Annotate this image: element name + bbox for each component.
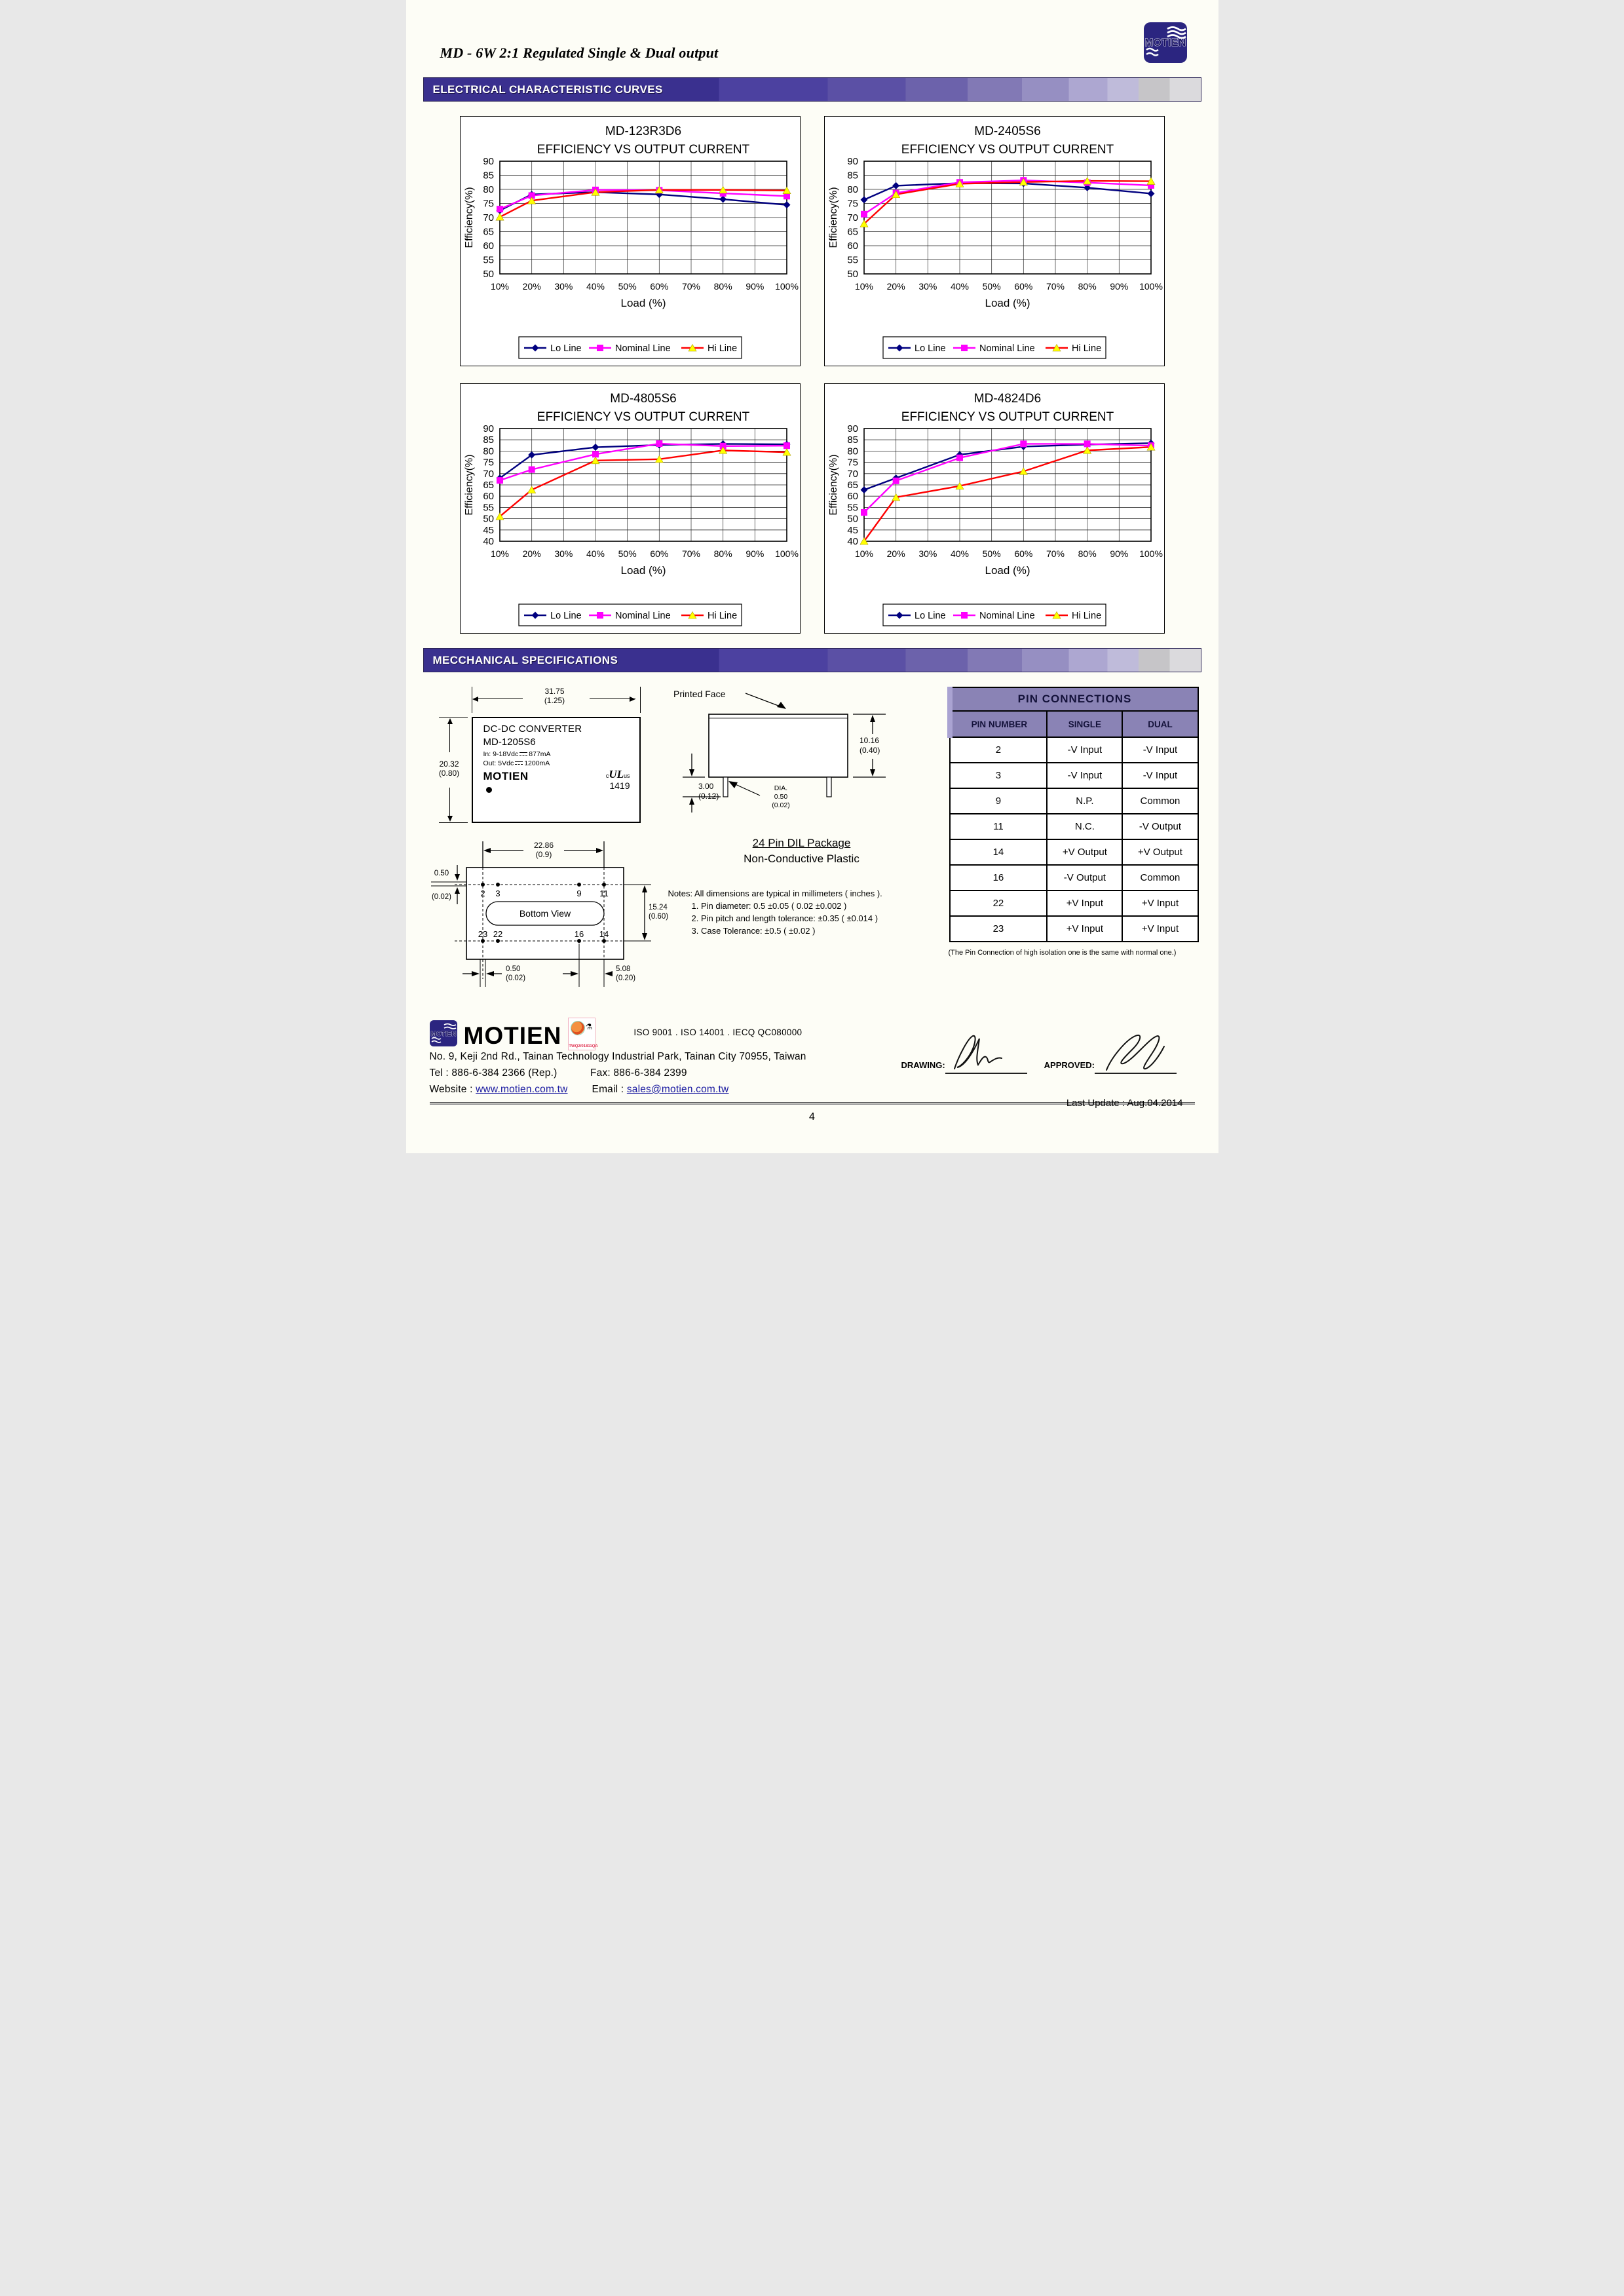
pin1-indicator-dot	[486, 787, 492, 793]
svg-text:55: 55	[482, 502, 494, 514]
section-title: MECCHANICAL SPECIFICATIONS	[432, 653, 618, 666]
chart-md-4824d6	[824, 383, 1165, 634]
svg-text:Bottom View: Bottom View	[519, 908, 571, 919]
pin-table-title: PIN CONNECTIONS	[950, 687, 1198, 711]
package-type	[668, 837, 935, 866]
svg-text:0.50: 0.50	[774, 793, 787, 801]
pin-connections-table	[947, 687, 1199, 942]
svg-text:85: 85	[846, 434, 858, 446]
svg-text:45: 45	[846, 524, 858, 536]
ul-code: 1419	[609, 780, 630, 791]
svg-text:80%: 80%	[1078, 281, 1097, 292]
svg-text:EFFICIENCY VS OUTPUT CURRENT: EFFICIENCY VS OUTPUT CURRENT	[901, 410, 1114, 424]
svg-text:(0.9): (0.9)	[535, 850, 552, 859]
svg-text:3.00: 3.00	[698, 782, 713, 791]
dc-symbol	[519, 752, 527, 756]
svg-text:Load (%): Load (%)	[620, 564, 666, 577]
page-title: MD - 6W 2:1 Regulated Single & Dual output	[440, 45, 719, 61]
cert-code: TWQ2/01811QA	[569, 1044, 598, 1048]
svg-text:100%: 100%	[774, 281, 799, 292]
svg-text:40: 40	[482, 536, 494, 547]
chart-md-2405s6	[824, 116, 1165, 366]
svg-text:20%: 20%	[522, 281, 541, 292]
svg-text:20%: 20%	[886, 548, 905, 559]
svg-text:55: 55	[482, 254, 494, 266]
note-line: 3. Case Tolerance: ±0.5 ( ±0.02 )	[691, 925, 816, 936]
svg-text:2: 2	[480, 889, 485, 898]
svg-text:EFFICIENCY VS OUTPUT CURRENT: EFFICIENCY VS OUTPUT CURRENT	[901, 143, 1114, 157]
svg-text:Nominal Line: Nominal Line	[979, 611, 1035, 621]
svg-text:15.24: 15.24	[648, 904, 668, 911]
pin-table-note: (The Pin Connection of high isolation one is the same with normal one.)	[948, 949, 1177, 957]
footer-fax: Fax: 886-6-384 2399	[590, 1067, 687, 1079]
col-header-single: SINGLE	[1047, 711, 1122, 737]
svg-text:Lo Line: Lo Line	[914, 611, 946, 621]
svg-text:80%: 80%	[1078, 548, 1097, 559]
motien-footer-logo	[430, 1020, 457, 1046]
page-footer	[423, 1018, 1201, 1123]
svg-text:85: 85	[482, 170, 494, 182]
package-side-view	[668, 683, 904, 822]
svg-text:90: 90	[846, 156, 858, 167]
ul-mark: cULus 1419	[605, 768, 630, 791]
svg-text:MD-4805S6: MD-4805S6	[609, 392, 677, 406]
svg-text:0.50: 0.50	[505, 965, 520, 973]
svg-text:65: 65	[846, 480, 858, 491]
motien-logo	[1144, 22, 1187, 63]
dim-width: 31.75 (1.25)	[532, 687, 578, 706]
package-output-rating: Out: 5Vdc 1200mA	[483, 759, 550, 767]
package-top-view	[434, 683, 663, 827]
motien-logo-art	[1144, 22, 1187, 63]
email-link[interactable]: sales@motien.com.tw	[626, 1084, 729, 1095]
svg-text:(0.02): (0.02)	[505, 974, 525, 982]
svg-text:20%: 20%	[886, 281, 905, 292]
svg-text:30%: 30%	[918, 548, 937, 559]
svg-text:90: 90	[482, 423, 494, 434]
svg-text:55: 55	[846, 254, 858, 266]
svg-text:90%: 90%	[745, 548, 764, 559]
svg-text:60: 60	[482, 240, 494, 252]
svg-text:60: 60	[846, 240, 858, 252]
svg-text:70%: 70%	[681, 548, 700, 559]
svg-text:70: 70	[846, 212, 858, 223]
pin-connections	[935, 683, 1199, 998]
svg-text:5.08: 5.08	[615, 965, 630, 973]
svg-text:20%: 20%	[522, 548, 541, 559]
svg-text:Lo Line: Lo Line	[550, 611, 582, 621]
svg-text:Printed Face: Printed Face	[673, 689, 725, 699]
svg-text:50%: 50%	[982, 281, 1001, 292]
mechanical-section	[423, 683, 1201, 998]
svg-text:16: 16	[574, 929, 584, 939]
svg-text:55: 55	[846, 502, 858, 514]
svg-text:(0.20): (0.20)	[615, 974, 635, 982]
package-type-title: 24 Pin DIL Package	[752, 837, 851, 849]
side-view-and-notes	[668, 683, 935, 998]
svg-text:14: 14	[599, 929, 609, 939]
table-row: 11 N.C. -V Output	[950, 814, 1198, 839]
svg-text:10%: 10%	[490, 548, 509, 559]
svg-text:40%: 40%	[950, 281, 969, 292]
svg-text:MD-2405S6: MD-2405S6	[973, 124, 1041, 138]
section-banner-electrical	[423, 77, 1201, 102]
svg-text:80: 80	[846, 184, 858, 195]
table-row: 23 +V Input +V Input	[950, 916, 1198, 942]
drawing-label: DRAWING:	[901, 1060, 945, 1070]
svg-text:23: 23	[478, 929, 487, 939]
package-input-rating: In: 9-18Vdc 877mA	[483, 750, 551, 758]
svg-text:Nominal Line: Nominal Line	[614, 343, 671, 354]
pin-table-header-row	[950, 711, 1198, 737]
note-line: Notes: All dimensions are typical in millimeters ( inches ).	[668, 889, 882, 898]
chart-md-123r3d6	[460, 116, 801, 366]
package-line2: MD-1205S6	[483, 737, 536, 748]
svg-text:70: 70	[482, 212, 494, 223]
svg-text:Hi Line: Hi Line	[1071, 343, 1101, 354]
svg-text:75: 75	[482, 198, 494, 210]
cert-mark-icon: ⚗	[585, 1022, 593, 1031]
footer-wordmark: MOTIEN	[463, 1022, 562, 1049]
package-line1: DC-DC CONVERTER	[483, 723, 582, 735]
drawing-signature	[945, 1029, 1027, 1081]
svg-text:MD-123R3D6: MD-123R3D6	[605, 124, 681, 138]
package-face	[472, 717, 641, 823]
approved-signature-block	[1044, 1029, 1177, 1081]
svg-text:10%: 10%	[854, 281, 873, 292]
svg-text:22: 22	[493, 929, 502, 939]
svg-text:60: 60	[846, 491, 858, 503]
svg-text:Efficiency(%): Efficiency(%)	[827, 187, 839, 248]
svg-text:50%: 50%	[618, 548, 637, 559]
website-label: Website :	[429, 1084, 476, 1095]
table-row: 2 -V Input -V Input	[950, 737, 1198, 763]
col-header-dual: DUAL	[1122, 711, 1198, 737]
footer-address: No. 9, Keji 2nd Rd., Tainan Technology Industrial Park, Tainan City 70955, Taiwan	[429, 1051, 806, 1062]
svg-text:(0.60): (0.60)	[648, 913, 668, 921]
svg-text:30%: 30%	[554, 548, 573, 559]
svg-text:MD-4824D6: MD-4824D6	[973, 392, 1041, 406]
svg-text:70%: 70%	[1046, 281, 1065, 292]
website-link[interactable]: www.motien.com.tw	[476, 1084, 568, 1095]
svg-text:90%: 90%	[745, 281, 764, 292]
svg-text:Hi Line: Hi Line	[707, 343, 737, 354]
svg-text:90%: 90%	[1109, 548, 1128, 559]
svg-text:90%: 90%	[1109, 281, 1128, 292]
svg-text:65: 65	[846, 226, 858, 238]
svg-text:60%: 60%	[1013, 281, 1032, 292]
svg-text:50: 50	[846, 269, 858, 280]
svg-text:40%: 40%	[586, 281, 605, 292]
svg-text:Hi Line: Hi Line	[707, 611, 737, 621]
mechanical-notes	[668, 888, 935, 937]
svg-text:80: 80	[482, 446, 494, 457]
svg-text:Efficiency(%): Efficiency(%)	[827, 454, 839, 516]
chart-md-4805s6	[460, 383, 801, 634]
table-row: 9 N.P. Common	[950, 788, 1198, 814]
svg-text:Lo Line: Lo Line	[914, 343, 946, 354]
svg-text:50%: 50%	[618, 281, 637, 292]
signature-area	[901, 1029, 1183, 1109]
svg-text:MOTIEN: MOTIEN	[1144, 37, 1186, 48]
svg-text:(0.12): (0.12)	[698, 792, 719, 801]
svg-text:30%: 30%	[554, 281, 573, 292]
svg-text:65: 65	[482, 226, 494, 238]
svg-text:75: 75	[846, 457, 858, 469]
note-line: 2. Pin pitch and length tolerance: ±0.35 ( ±0.014 )	[691, 913, 878, 923]
svg-text:10.16: 10.16	[859, 736, 879, 745]
svg-text:22.86: 22.86	[533, 841, 554, 850]
svg-text:EFFICIENCY VS OUTPUT CURRENT: EFFICIENCY VS OUTPUT CURRENT	[537, 410, 749, 424]
svg-text:Load (%): Load (%)	[985, 297, 1030, 309]
svg-text:(0.02): (0.02)	[431, 893, 451, 901]
page-header	[423, 22, 1201, 63]
email-label: Email :	[592, 1084, 627, 1095]
dc-symbol	[515, 761, 523, 765]
charts-grid	[423, 116, 1201, 634]
svg-text:40%: 40%	[950, 548, 969, 559]
svg-text:70%: 70%	[681, 281, 700, 292]
svg-text:45: 45	[482, 524, 494, 536]
svg-text:75: 75	[846, 198, 858, 210]
svg-text:80: 80	[846, 446, 858, 457]
svg-text:40%: 40%	[586, 548, 605, 559]
svg-text:70: 70	[482, 468, 494, 480]
svg-text:50%: 50%	[982, 548, 1001, 559]
package-drawings	[426, 683, 668, 998]
last-update: Last Update : Aug.04.2014	[1066, 1098, 1183, 1109]
table-row: 16 -V Output Common	[950, 865, 1198, 890]
package-bottom-view	[428, 839, 668, 995]
svg-text:Load (%): Load (%)	[620, 297, 666, 309]
svg-text:30%: 30%	[918, 281, 937, 292]
svg-text:(0.40): (0.40)	[859, 746, 880, 755]
svg-text:70%: 70%	[1046, 548, 1065, 559]
svg-text:11: 11	[599, 889, 609, 898]
svg-text:100%: 100%	[1139, 548, 1163, 559]
svg-text:80%: 80%	[713, 281, 732, 292]
drawing-signature-block	[901, 1029, 1027, 1081]
table-row: 3 -V Input -V Input	[950, 763, 1198, 788]
svg-text:60%: 60%	[1013, 548, 1032, 559]
section-banner-mechanical	[423, 648, 1201, 672]
cert-logo-icon	[571, 1021, 585, 1035]
svg-text:Load (%): Load (%)	[985, 564, 1030, 577]
approved-label: APPROVED:	[1044, 1060, 1095, 1070]
svg-text:65: 65	[482, 480, 494, 491]
package-brand: MOTIEN	[483, 770, 529, 782]
col-header-pin-number: PIN NUMBER	[950, 711, 1048, 737]
svg-text:Nominal Line: Nominal Line	[979, 343, 1035, 354]
table-row: 14 +V Output +V Output	[950, 839, 1198, 865]
svg-text:EFFICIENCY VS OUTPUT CURRENT: EFFICIENCY VS OUTPUT CURRENT	[537, 143, 749, 157]
svg-text:60%: 60%	[649, 548, 668, 559]
svg-text:10%: 10%	[490, 281, 509, 292]
svg-text:85: 85	[846, 170, 858, 182]
svg-text:50: 50	[482, 269, 494, 280]
svg-text:85: 85	[482, 434, 494, 446]
svg-text:DIA.: DIA.	[774, 784, 787, 792]
svg-text:75: 75	[482, 457, 494, 469]
svg-text:9: 9	[576, 889, 582, 898]
page-number: 4	[809, 1111, 815, 1122]
svg-text:40: 40	[846, 536, 858, 547]
svg-text:60: 60	[482, 491, 494, 503]
table-row: 22 +V Input +V Input	[950, 890, 1198, 916]
datasheet-page	[406, 0, 1218, 1153]
svg-text:(0.02): (0.02)	[771, 801, 790, 809]
note-line: 1. Pin diameter: 0.5 ±0.05 ( 0.02 ±0.002 )	[691, 900, 847, 911]
svg-text:50: 50	[846, 513, 858, 525]
footer-tel: Tel : 886-6-384 2366 (Rep.)	[429, 1067, 557, 1079]
svg-text:100%: 100%	[774, 548, 799, 559]
svg-text:MOTIEN: MOTIEN	[430, 1031, 456, 1038]
svg-text:90: 90	[482, 156, 494, 167]
dim-height: 20.32 (0.80)	[435, 760, 464, 778]
svg-text:50: 50	[482, 513, 494, 525]
svg-text:90: 90	[846, 423, 858, 434]
svg-text:Nominal Line: Nominal Line	[614, 611, 671, 621]
svg-text:3: 3	[495, 889, 500, 898]
svg-text:Efficiency(%): Efficiency(%)	[463, 454, 475, 516]
svg-text:100%: 100%	[1139, 281, 1163, 292]
svg-text:80: 80	[482, 184, 494, 195]
svg-text:80%: 80%	[713, 548, 732, 559]
svg-text:Efficiency(%): Efficiency(%)	[463, 187, 475, 248]
svg-text:70: 70	[846, 468, 858, 480]
svg-text:10%: 10%	[854, 548, 873, 559]
approved-signature	[1095, 1029, 1177, 1081]
package-type-material: Non-Conductive Plastic	[744, 852, 859, 865]
svg-text:0.50: 0.50	[434, 870, 449, 877]
iso-certifications: ISO 9001 . ISO 14001 . IECQ QC080000	[633, 1027, 803, 1037]
svg-text:Hi Line: Hi Line	[1071, 611, 1101, 621]
section-title: ELECTRICAL CHARACTERISTIC CURVES	[432, 83, 663, 96]
svg-text:60%: 60%	[649, 281, 668, 292]
certification-badge	[568, 1018, 598, 1050]
svg-text:Lo Line: Lo Line	[550, 343, 582, 354]
